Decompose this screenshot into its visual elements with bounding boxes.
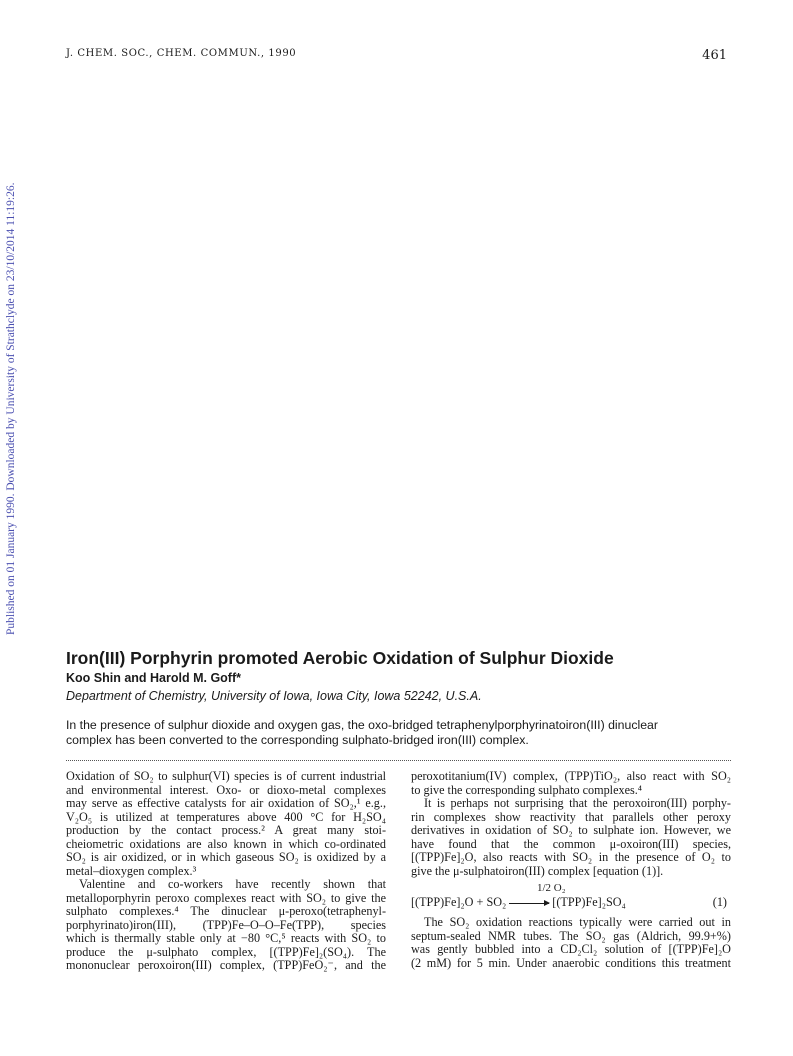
body-line: may serve as effective catalysts for air oxidation of SO₂,¹ e.g., — [66, 797, 386, 810]
running-header: J. CHEM. SOC., CHEM. COMMUN., 1990 — [66, 48, 297, 59]
equation-1 — [411, 882, 731, 914]
page-number: 461 — [702, 48, 727, 63]
article-title: Iron(III) Porphyrin promoted Aerobic Oxidation of Sulphur Dioxide — [66, 648, 614, 668]
body-line: rin complexes show reactivity that parallels other peroxy — [411, 810, 731, 824]
body-line: to give the corresponding sulphato complexes.⁴ — [411, 783, 643, 797]
body-line: peroxotitanium(IV) complex, (TPP)TiO₂, also react with SO₂ — [411, 770, 731, 783]
left-column — [66, 770, 386, 973]
body-line: septum-sealed NMR tubes. The SO₂ gas (Aldrich, 99.9+%) — [411, 929, 731, 943]
download-notice: Published on 01 January 1990. Downloaded by University of Strathclyde on 23/10/2014 11:19:26. — [5, 182, 17, 635]
section-divider — [66, 760, 731, 761]
abstract — [66, 718, 731, 747]
body-line: produce the μ-sulphato complex, [(TPP)Fe]₂(SO₄). The — [66, 945, 386, 959]
abstract-line: In the presence of sulphur dioxide and oxygen gas, the oxo-bridged tetraphenylporphyrinatoiron(III) dinuclear — [66, 718, 658, 732]
body-line: SO₂ is air oxidized, or in which gaseous SO₂ is oxidized by a — [66, 851, 386, 864]
body-line: Valentine and co-workers have recently shown that — [79, 878, 386, 891]
body-line: which is thermally stable only at −80 °C,⁵ reacts with SO₂ to — [66, 932, 386, 945]
body-line: and environmental interest. Oxo- or dioxo-metal complexes — [66, 783, 386, 797]
body-line: sulphato complexes.⁴ The dinuclear μ-peroxo(tetraphenyl- — [66, 905, 386, 918]
body-line: mononuclear peroxoiron(III) complex, (TPP)FeO₂⁻, and the — [66, 959, 386, 972]
equation-lhs: [(TPP)Fe]₂O + SO₂ — [411, 895, 507, 909]
equation-number: (1) — [712, 895, 727, 909]
body-line: V₂O₅ is utilized at temperatures above 400 °C for H₂SO₄ — [66, 810, 386, 824]
body-line: derivatives in oxidation of SO₂ to sulphate ion. However, we — [411, 824, 731, 837]
right-column — [411, 770, 731, 970]
body-line: It is perhaps not surprising that the peroxoiron(III) porphy- — [424, 797, 731, 810]
body-line: Oxidation of SO₂ to sulphur(VI) species is of current industrial — [66, 770, 386, 783]
body-line: production by the contact process.² A great many stoi- — [66, 824, 386, 837]
body-line: The SO₂ oxidation reactions typically were carried out in — [424, 916, 731, 929]
body-line: metalloporphyrin peroxo complexes react with SO₂ to give the — [66, 891, 386, 905]
body-line: have found that the common μ-oxoiron(III) species, — [411, 837, 731, 851]
body-line: [(TPP)Fe]₂O, also reacts with SO₂ in the presence of O₂ to — [411, 851, 731, 864]
equation-body — [411, 896, 626, 910]
body-line: was gently bubbled into a CD₂Cl₂ solution of [(TPP)Fe]₂O — [411, 943, 731, 956]
body-line: porphyrinato)iron(III), (TPP)Fe–O–O–Fe(TPP), species — [66, 918, 386, 932]
body-line: (2 mM) for 5 min. Under anaerobic conditions this treatment — [411, 956, 731, 970]
article-affiliation: Department of Chemistry, University of Iowa, Iowa City, Iowa 52242, U.S.A. — [66, 689, 482, 703]
body-line: metal–dioxygen complex.³ — [66, 864, 197, 878]
body-line: give the μ-sulphatoiron(III) complex [equation (1)]. — [411, 864, 664, 878]
equation-rhs: [(TPP)Fe]₂SO₄ — [552, 895, 626, 909]
equation-condition: 1/2 O₂ — [537, 882, 566, 894]
article-authors: Koo Shin and Harold M. Goff* — [66, 671, 241, 685]
abstract-line: complex has been converted to the corresponding sulphato-bridged iron(III) complex. — [66, 732, 529, 747]
body-line: cheiometric oxidations are also known in which co-ordinated — [66, 837, 386, 851]
reaction-arrow-icon — [509, 903, 549, 904]
